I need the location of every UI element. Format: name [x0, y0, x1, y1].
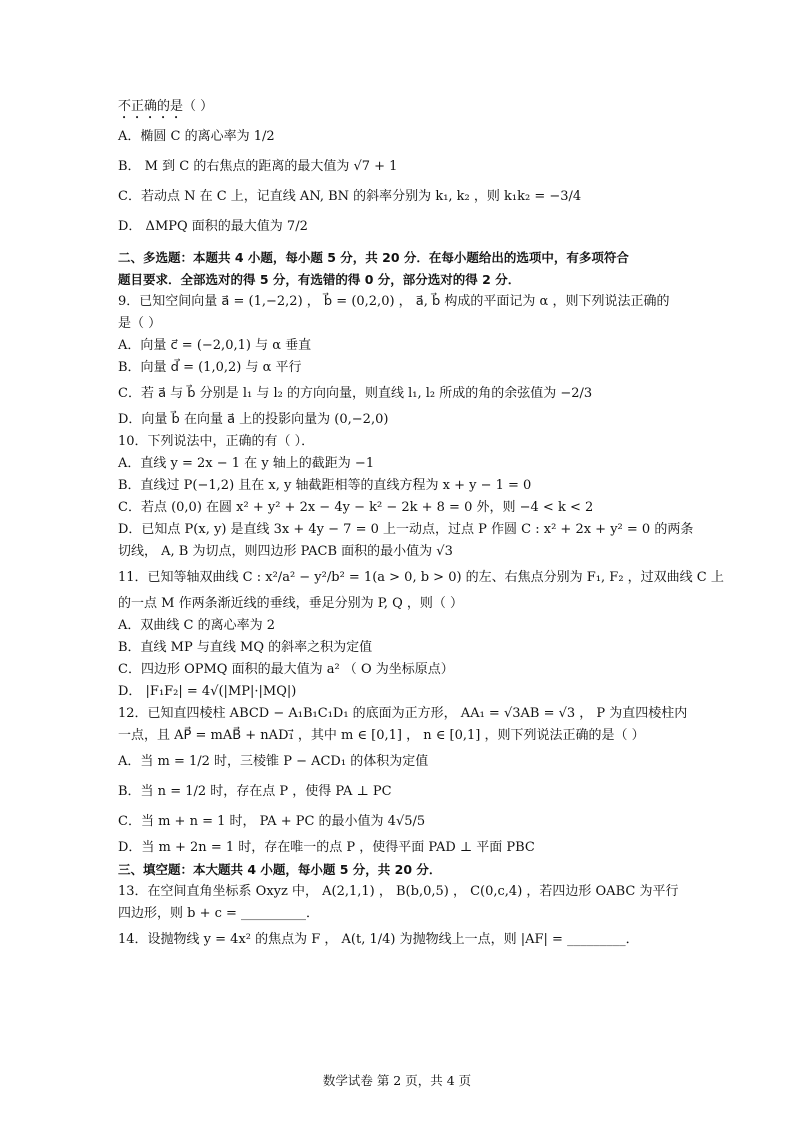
question-12-option-d: D．当 m + 2n = 1 时，存在唯一的点 P ，使得平面 PAD ⊥ 平面 PBC: [118, 840, 535, 855]
question-11-stem-cont: 的一点 M 作两条渐近线的垂线，垂足分别为 P, Q ，则（ ）: [118, 596, 464, 611]
question-10-option-b: B．直线过 P(−1,2) 且在 x, y 轴截距相等的直线方程为 x + y − 1 = 0: [118, 478, 532, 493]
line-3: C．若动点 N 在 C 上，记直线 AN, BN 的斜率分别为 k₁, k₂ ，则 k₁k₂ = −3/4: [118, 189, 582, 204]
question-10-stem: 10．下列说法中，正确的有（ ）．: [118, 434, 315, 449]
question-13-stem: 13．在空间直角坐标系 Oxyz 中， A(2,1,1) ， B(b,0,5) ， C(0,c,4) ，若四边形 OABC 为平行: [118, 884, 679, 899]
section-heading-fill-in: 三、填空题：本大题共 4 小题，每小题 5 分，共 20 分．: [118, 862, 442, 877]
question-11-stem: 11．已知等轴双曲线 C : x²/a² − y²/b² = 1(a > 0, b > 0) 的左、右焦点分别为 F₁, F₂ ，过双曲线 C 上: [118, 570, 724, 585]
line-4: D． ΔMPQ 面积的最大值为 7/2: [118, 219, 308, 234]
question-14-stem: 14．设抛物线 y = 4x² 的焦点为 F ， A(t, 1/4) 为抛物线上一点，则 |AF| = _________．: [118, 932, 639, 947]
question-12-option-b: B．当 n = 1/2 时，存在点 P ，使得 PA ⊥ PC: [118, 784, 392, 799]
question-12-option-c: C．当 m + n = 1 时， PA + PC 的最小值为 4√5/5: [118, 814, 426, 829]
question-9-option-a: A．向量 c⃗ = (−2,0,1) 与 α 垂直: [118, 338, 312, 353]
line-text: 不正确的是（ ）: [118, 99, 214, 114]
line-1: A．椭圆 C 的离心率为 1/2: [118, 129, 275, 144]
question-12-option-a: A．当 m = 1/2 时，三棱锥 P − ACD₁ 的体积为定值: [118, 754, 429, 769]
page-footer: 数学试卷 第 2 页，共 4 页: [322, 1073, 472, 1088]
question-9-option-b: B．向量 d⃗ = (1,0,2) 与 α 平行: [118, 360, 302, 375]
question-11-option-c: C．四边形 OPMQ 面积的最大值为 a² （ O 为坐标原点）: [118, 662, 454, 677]
question-10-option-a: A．直线 y = 2x − 1 在 y 轴上的截距为 −1: [118, 456, 375, 471]
question-9-stem-cont: 是（ ）: [118, 316, 162, 331]
exam-page-body: [118, 96, 724, 955]
question-9-option-d: D．向量 b⃗ 在向量 a⃗ 上的投影向量为 (0,−2,0): [118, 412, 389, 427]
section-heading-multi-choice: 二、多选题：本题共 4 小题，每小题 5 分，共 20 分．在每小题给出的选项中，有多项符合: [118, 250, 629, 265]
section-heading-multi-choice-cont: 题目要求．全部选对的得 5 分，有选错的得 0 分，部分选对的得 2 分．: [118, 272, 521, 287]
question-9-stem: 9．已知空间向量 a⃗ = (1,−2,2) ， b⃗ = (0,2,0) ， a⃗, b⃗ 构成的平面记为 α ，则下列说法正确的: [118, 294, 670, 309]
question-10-option-c: C．若点 (0,0) 在圆 x² + y² + 2x − 4y − k² − 2k + 8 = 0 外，则 −4 < k < 2: [118, 500, 594, 515]
question-12-stem: 12．已知直四棱柱 ABCD − A₁B₁C₁D₁ 的底面为正方形， AA₁ = √3AB = √3 ， P 为直四棱柱内: [118, 706, 688, 721]
question-11-option-b: B．直线 MP 与直线 MQ 的斜率之积为定值: [118, 640, 373, 655]
question-10-option-d: D．已知点 P(x, y) 是直线 3x + 4y − 7 = 0 上一动点，过点 P 作圆 C : x² + 2x + y² = 0 的两条: [118, 522, 694, 537]
question-11-option-d: D． |F₁F₂| = 4√(|MP|·|MQ|): [118, 684, 297, 699]
question-11-option-a: A．双曲线 C 的离心率为 2: [118, 618, 276, 633]
question-10-option-d-cont: 切线， A, B 为切点，则四边形 PACB 面积的最小值为 √3: [118, 544, 453, 559]
line-0: [118, 96, 678, 122]
question-12-stem-cont: 一点，且 AP⃗ = mAB⃗ + nAD₁⃗ ，其中 m ∈ [0,1] ， n ∈ [0,1] ，则下列说法正确的是（ ）: [118, 728, 645, 743]
line-2: B． M 到 C 的右焦点的距离的最大值为 √7 + 1: [118, 159, 398, 174]
question-9-option-c: C．若 a⃗ 与 b⃗ 分别是 l₁ 与 l₂ 的方向向量，则直线 l₁, l₂ 所成的角的余弦值为 −2/3: [118, 386, 593, 401]
question-13-stem-cont: 四边形，则 b + c = __________．: [118, 906, 320, 921]
